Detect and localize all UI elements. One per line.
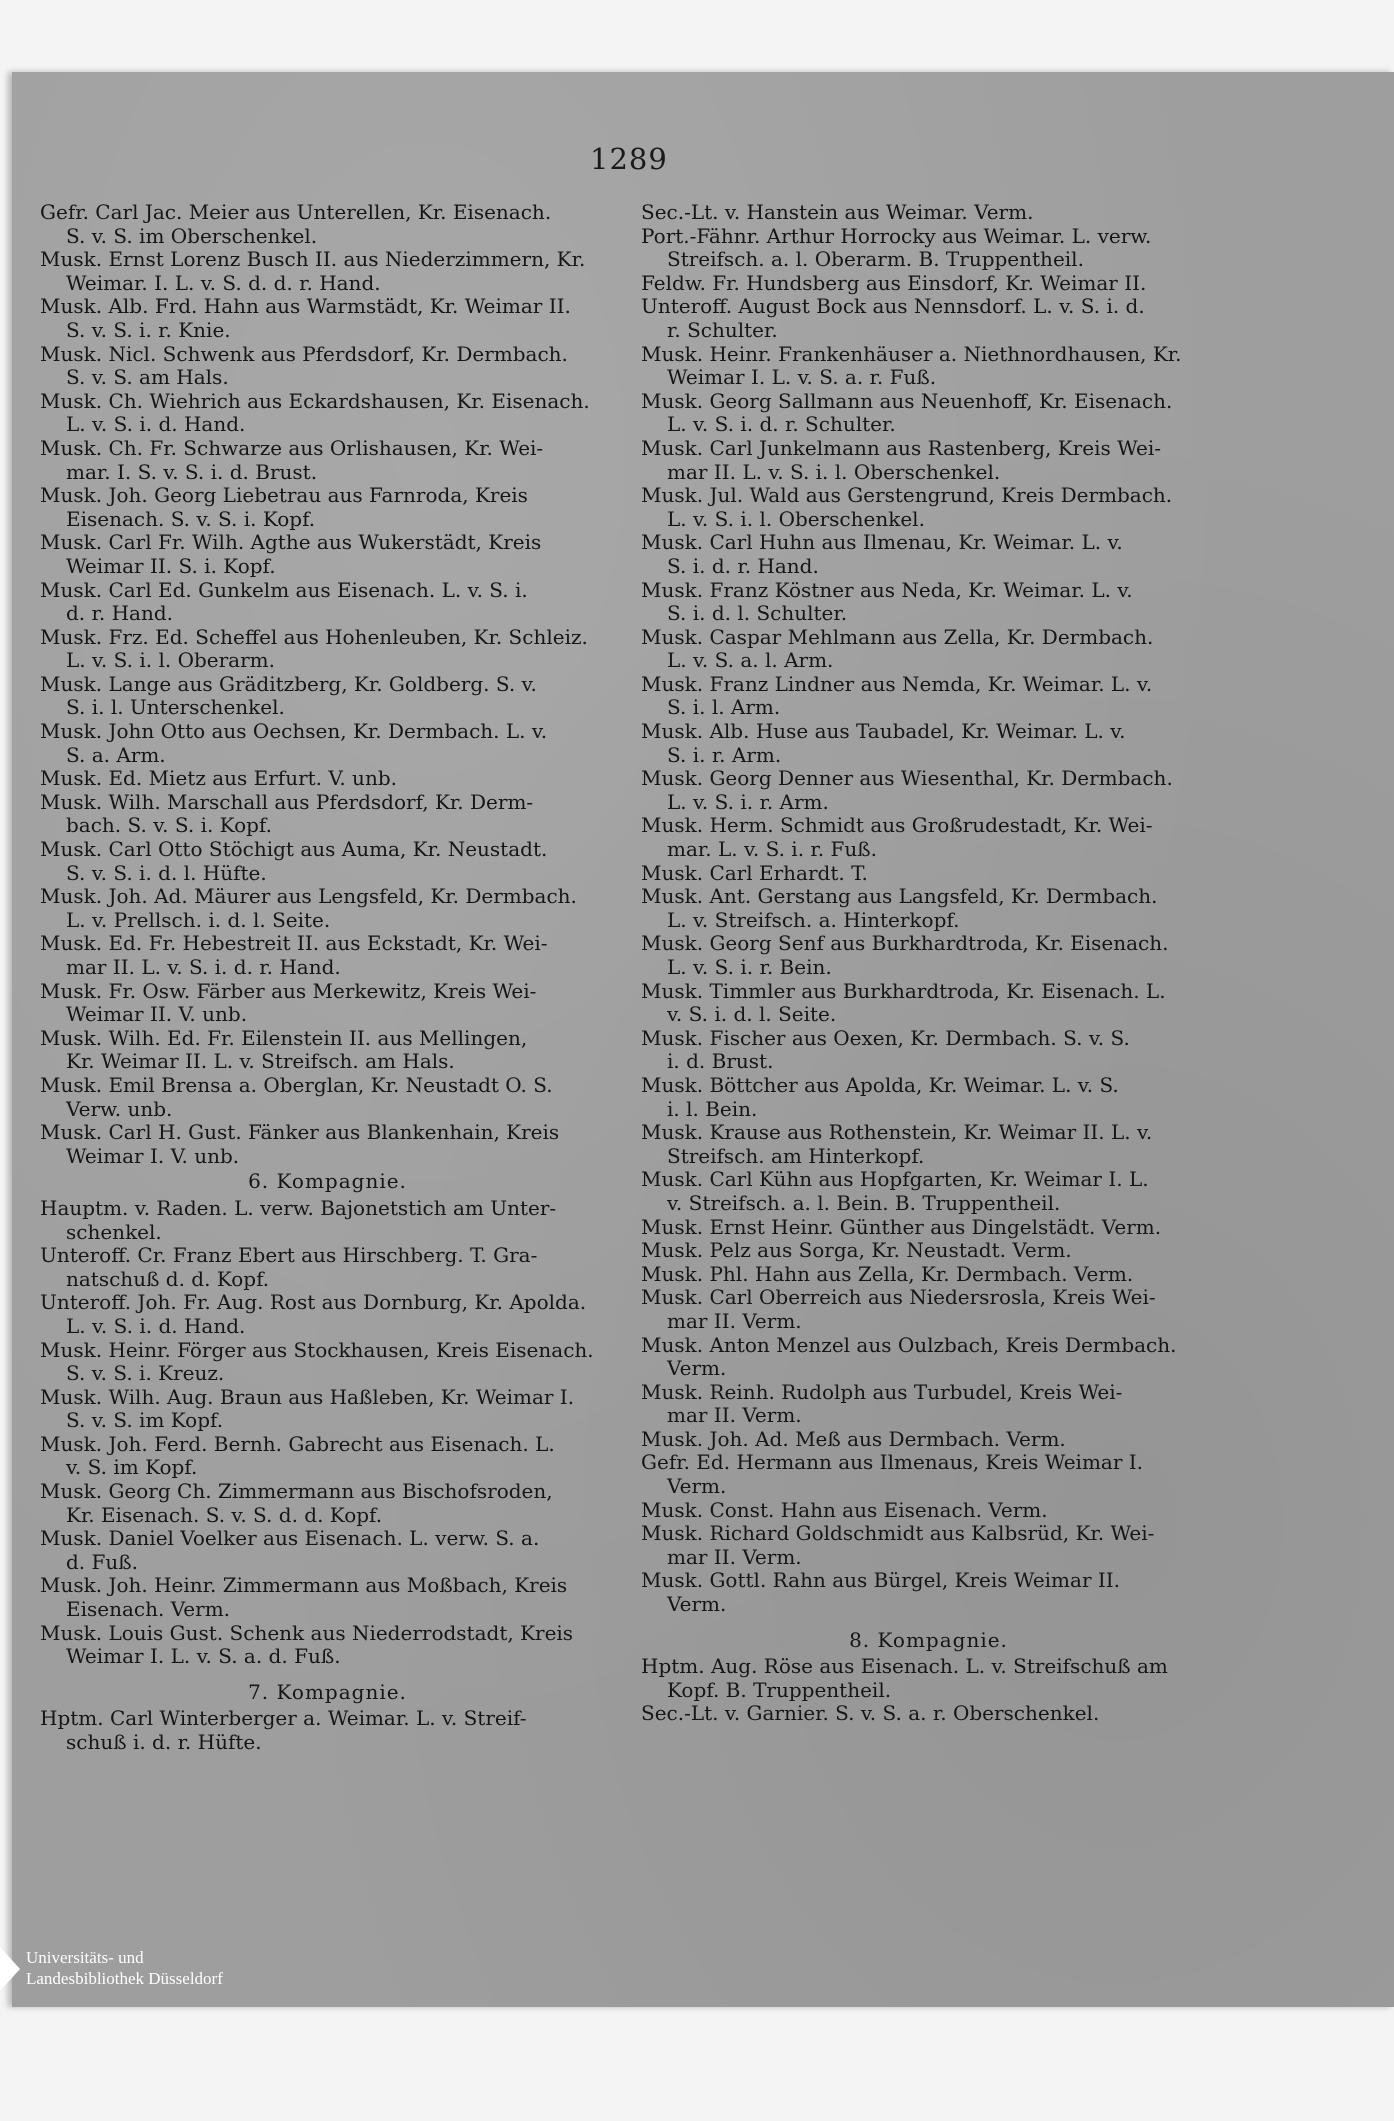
library-logo bbox=[0, 1945, 320, 1995]
entry-line: Musk. Richard Goldschmidt aus Kalbsrüd, Kr. Wei- bbox=[641, 1522, 1155, 1546]
entry-continuation-line: bach. S. v. S. i. Kopf. bbox=[66, 814, 272, 838]
entry-continuation-line: Streifsch. am Hinterkopf. bbox=[667, 1144, 925, 1168]
entry-continuation-line: L. v. S. i. d. Hand. bbox=[66, 413, 246, 437]
entry-line: Musk. Const. Hahn aus Eisenach. Verm. bbox=[641, 1498, 1048, 1522]
entry-line: Musk. Caspar Mehlmann aus Zella, Kr. Dermbach. bbox=[641, 625, 1154, 649]
entry-line: Musk. Wilh. Aug. Braun aus Haßleben, Kr. Weimar I. bbox=[40, 1385, 575, 1409]
entry-line: Hptm. Aug. Röse aus Eisenach. L. v. Streifschuß am bbox=[641, 1655, 1168, 1679]
section-gap bbox=[641, 1617, 1216, 1627]
entry-continuation-line: schuß i. d. r. Hüfte. bbox=[66, 1731, 262, 1754]
entry-line: Musk. Ernst Heinr. Günther aus Dingelstädt. Verm. bbox=[641, 1215, 1162, 1239]
entry-line: Musk. Carl Erhardt. T. bbox=[641, 861, 868, 885]
entry-continuation-line: Eisenach. Verm. bbox=[66, 1598, 231, 1622]
entry-line: Musk. John Otto aus Oechsen, Kr. Dermbach. L. v. bbox=[40, 720, 548, 744]
entry-line: Musk. Alb. Frd. Hahn aus Warmstädt, Kr. Weimar II. bbox=[40, 295, 571, 319]
entry-line: Musk. Ed. Mietz aus Erfurt. V. unb. bbox=[40, 767, 397, 791]
entry-continuation-line: S. i. l. Arm. bbox=[667, 696, 781, 720]
entry-continuation-line: S. v. S. im Kopf. bbox=[66, 1409, 224, 1433]
entry-line: Musk. Carl H. Gust. Fänker aus Blankenhain, Kreis bbox=[40, 1121, 560, 1145]
entry-continuation-line: L. v. S. i. r. Bein. bbox=[667, 956, 832, 979]
entry-continuation-line: schenkel. bbox=[66, 1220, 162, 1244]
entry-continuation-line: L. v. Prellsch. i. d. l. Seite. bbox=[66, 908, 331, 932]
entry-line: Musk. Georg Denner aus Wiesenthal, Kr. Dermbach. bbox=[641, 767, 1173, 791]
entry-line: Musk. Carl Kühn aus Hopfgarten, Kr. Weimar I. L. bbox=[641, 1168, 1149, 1192]
entry-line: Unteroff. Joh. Fr. Aug. Rost aus Dornburg, Kr. Apolda. bbox=[40, 1291, 587, 1315]
entry-line: Musk. Georg Sallmann aus Neuenhoff, Kr. Eisenach. bbox=[641, 389, 1173, 413]
entry-line: Musk. Joh. Ad. Meß aus Dermbach. Verm. bbox=[641, 1427, 1066, 1451]
entry-continuation-line: L. v. S. a. l. Arm. bbox=[667, 649, 834, 673]
entry-line: Musk. Wilh. Ed. Fr. Eilenstein II. aus Mellingen, bbox=[40, 1026, 528, 1050]
entry-continuation-line: Streifsch. a. l. Oberarm. B. Truppentheil. bbox=[667, 248, 1084, 272]
entry-line: Musk. Frz. Ed. Scheffel aus Hohenleuben, Kr. Schleiz. bbox=[40, 625, 588, 649]
company-heading: 8. Kompagnie. bbox=[849, 1627, 1008, 1652]
entry-continuation-line: S. i. d. l. Schulter. bbox=[667, 602, 848, 626]
entry-line: Musk. Georg Ch. Zimmermann aus Bischofsroden, bbox=[40, 1480, 553, 1504]
entry-continuation-line: L. v. S. i. d. Hand. bbox=[66, 1314, 246, 1338]
entry-continuation-line: L. v. S. i. l. Oberarm. bbox=[66, 649, 275, 673]
entry-line: Musk. Carl Huhn aus Ilmenau, Kr. Weimar. L. v. bbox=[641, 531, 1123, 555]
entry-continuation-line: Verw. unb. bbox=[66, 1097, 173, 1121]
entry-line: Musk. Ch. Wiehrich aus Eckardshausen, Kr. Eisenach. bbox=[40, 389, 590, 413]
company-heading: 7. Kompagnie. bbox=[248, 1679, 407, 1704]
library-logo-text bbox=[26, 1947, 223, 1989]
entry-continuation-line: S. v. S. i. r. Knie. bbox=[66, 318, 231, 342]
entry-continuation-line: natschuß d. d. Kopf. bbox=[66, 1267, 270, 1291]
entry-line: Musk. Carl Fr. Wilh. Agthe aus Wukerstädt, Kreis bbox=[40, 531, 542, 555]
entry-continuation-line: mar II. Verm. bbox=[667, 1404, 802, 1428]
entry-continuation-line: S. v. S. im Oberschenkel. bbox=[66, 224, 318, 248]
entry-line: Musk. Böttcher aus Apolda, Kr. Weimar. L. v. S. bbox=[641, 1073, 1119, 1097]
entry-continuation-line: Weimar II. V. unb. bbox=[66, 1003, 248, 1027]
page-number: 1289 bbox=[590, 142, 668, 176]
entry-line: Musk. Carl Oberreich aus Niedersrosla, Kreis Wei- bbox=[641, 1286, 1156, 1310]
entry-continuation-line: Kopf. B. Truppentheil. bbox=[667, 1678, 892, 1702]
entry-line: Hauptm. v. Raden. L. verw. Bajonetstich am Unter- bbox=[40, 1196, 557, 1220]
entry-line: Musk. Reinh. Rudolph aus Turbudel, Kreis Wei- bbox=[641, 1380, 1123, 1404]
entry-continuation-line: d. Fuß. bbox=[66, 1550, 138, 1574]
entry-continuation-line: v. S. im Kopf. bbox=[66, 1456, 198, 1480]
entry-continuation-line: Verm. bbox=[667, 1357, 727, 1381]
entry-line: Musk. Wilh. Marschall aus Pferdsdorf, Kr. Derm- bbox=[40, 790, 534, 814]
entry-line: Musk. Ant. Gerstang aus Langsfeld, Kr. Dermbach. bbox=[641, 885, 1158, 909]
entry-continuation-line: Weimar II. S. i. Kopf. bbox=[66, 554, 276, 578]
entry-line: Gefr. Carl Jac. Meier aus Unterellen, Kr. Eisenach. bbox=[40, 201, 552, 224]
entry-line: Musk. Nicl. Schwenk aus Pferdsdorf, Kr. Dermbach. bbox=[40, 342, 568, 366]
entry-line: Musk. Ch. Fr. Schwarze aus Orlishausen, Kr. Wei- bbox=[40, 436, 544, 460]
entry-line: Musk. Ernst Lorenz Busch II. aus Niederzimmern, Kr. bbox=[40, 248, 586, 272]
entry-line: Sec.-Lt. v. Garnier. S. v. S. a. r. Oberschenkel. bbox=[641, 1702, 1100, 1726]
entry-continuation-line: Eisenach. S. v. S. i. Kopf. bbox=[66, 507, 316, 531]
entry-line: Musk. Phl. Hahn aus Zella, Kr. Dermbach. Verm. bbox=[641, 1262, 1134, 1286]
entry-continuation-line: Verm. bbox=[667, 1475, 727, 1499]
entry-line: Musk. Heinr. Frankenhäuser a. Niethnordhausen, Kr. bbox=[641, 342, 1182, 366]
entry-continuation-line: mar II. Verm. bbox=[667, 1545, 802, 1569]
entry-continuation-line: Weimar I. L. v. S. a. d. Fuß. bbox=[66, 1645, 341, 1669]
entry-continuation-line: mar. I. S. v. S. i. d. Brust. bbox=[66, 460, 318, 484]
entry-continuation-line: Kr. Weimar II. L. v. Streifsch. am Hals. bbox=[66, 1050, 455, 1074]
entry-line: Musk. Carl Ed. Gunkelm aus Eisenach. L. v. S. i. bbox=[40, 578, 528, 602]
entry-continuation-line: mar II. L. v. S. i. d. r. Hand. bbox=[66, 956, 341, 979]
entry-line: Musk. Anton Menzel aus Oulzbach, Kreis Dermbach. bbox=[641, 1333, 1177, 1357]
entry-continuation-line: v. Streifsch. a. l. Bein. B. Truppentheil. bbox=[667, 1191, 1061, 1215]
entry-line: Musk. Fr. Osw. Färber aus Merkewitz, Kreis Wei- bbox=[40, 979, 537, 1003]
entry-continuation-line: S. i. r. Arm. bbox=[667, 743, 782, 767]
entry-continuation-line: mar II. L. v. S. i. l. Oberschenkel. bbox=[667, 460, 1001, 484]
entry-continuation-line: Weimar. I. L. v. S. d. d. r. Hand. bbox=[66, 271, 381, 295]
entry-continuation-line: L. v. S. i. r. Arm. bbox=[667, 790, 829, 814]
section-gap bbox=[40, 1669, 615, 1679]
library-logo-line-1: Universitäts- und bbox=[26, 1948, 144, 1967]
entry-line: Musk. Joh. Ferd. Bernh. Gabrecht aus Eisenach. L. bbox=[40, 1432, 555, 1456]
entry-line: Musk. Carl Otto Stöchigt aus Aumа, Kr. Neustadt. bbox=[40, 838, 548, 862]
entry-line: Musk. Heinr. Förger aus Stockhausen, Kreis Eisenach. bbox=[40, 1338, 594, 1362]
entry-continuation-line: S. v. S. i. d. l. Hüfte. bbox=[66, 861, 267, 885]
entry-continuation-line: mar. L. v. S. i. r. Fuß. bbox=[667, 838, 877, 862]
entry-line: Musk. Louis Gust. Schenk aus Niederrodstadt, Kreis bbox=[40, 1621, 574, 1645]
entry-line: Musk. Franz Lindner aus Nemda, Kr. Weimar. L. v. bbox=[641, 672, 1153, 696]
entry-continuation-line: v. S. i. d. l. Seite. bbox=[667, 1003, 837, 1027]
entry-line: Musk. Joh. Georg Liebetrau aus Farnroda, Kreis bbox=[40, 484, 528, 508]
entry-continuation-line: S. a. Arm. bbox=[66, 743, 166, 767]
entry-line: Musk. Daniel Voelker aus Eisenach. L. verw. S. a. bbox=[40, 1527, 540, 1551]
entry-continuation-line: i. l. Bein. bbox=[667, 1097, 758, 1121]
entry-line: Hptm. Carl Winterberger a. Weimar. L. v. Streif- bbox=[40, 1707, 527, 1731]
entry-line: Gefr. Ed. Hermann aus Ilmenaus, Kreis Weimar I. bbox=[641, 1451, 1144, 1475]
entry-continuation-line: S. i. l. Unterschenkel. bbox=[66, 696, 285, 720]
entry-line: Sec.-Lt. v. Hanstein aus Weimar. Verm. bbox=[641, 201, 1034, 224]
entry-continuation-line: L. v. Streifsch. a. Hinterkopf. bbox=[667, 908, 960, 932]
entry-line: Musk. Joh. Ad. Mäurer aus Lengsfeld, Kr. Dermbach. bbox=[40, 885, 577, 909]
entry-line: Feldw. Fr. Hundsberg aus Einsdorf, Kr. Weimar II. bbox=[641, 271, 1147, 295]
entry-continuation-line: S. v. S. am Hals. bbox=[66, 366, 229, 390]
entry-line: Musk. Emil Brensa a. Oberglan, Kr. Neustadt O. S. bbox=[40, 1073, 553, 1097]
entry-continuation-line: i. d. Brust. bbox=[667, 1050, 774, 1074]
entry-line: Unteroff. August Bock aus Nennsdorf. L. v. S. i. d. bbox=[641, 295, 1145, 319]
entry-continuation-line: Kr. Eisenach. S. v. S. d. d. Kopf. bbox=[66, 1503, 383, 1527]
entry-continuation-line: S. v. S. i. Kreuz. bbox=[66, 1362, 225, 1386]
entry-continuation-line: L. v. S. i. l. Oberschenkel. bbox=[667, 507, 925, 531]
entry-line: Musk. Lange aus Gräditzberg, Kr. Goldberg. S. v. bbox=[40, 672, 537, 696]
entry-continuation-line: Verm. bbox=[667, 1593, 727, 1617]
entry-continuation-line: Weimar I. L. v. S. a. r. Fuß. bbox=[667, 366, 937, 390]
company-heading: 6. Kompagnie. bbox=[248, 1169, 407, 1194]
entry-line: Musk. Jul. Wald aus Gerstengrund, Kreis Dermbach. bbox=[641, 484, 1173, 508]
entry-line: Port.-Fähnr. Arthur Horrocky aus Weimar. L. verw. bbox=[641, 224, 1152, 248]
entry-continuation-line: S. i. d. r. Hand. bbox=[667, 554, 819, 578]
entry-line: Musk. Franz Köstner aus Neda, Kr. Weimar. L. v. bbox=[641, 578, 1133, 602]
entry-continuation-line: d. r. Hand. bbox=[66, 602, 174, 626]
entry-continuation-line: r. Schulter. bbox=[667, 318, 778, 342]
entry-continuation-line: mar II. Verm. bbox=[667, 1309, 802, 1333]
entry-line: Musk. Joh. Heinr. Zimmermann aus Moßbach, Kreis bbox=[40, 1574, 568, 1598]
entry-line: Musk. Carl Junkelmann aus Rastenberg, Kreis Wei- bbox=[641, 436, 1162, 460]
library-logo-icon bbox=[0, 1947, 20, 1991]
entry-line: Musk. Herm. Schmidt aus Großrudestadt, Kr. Wei- bbox=[641, 814, 1153, 838]
entry-line: Musk. Ed. Fr. Hebestreit II. aus Eckstadt, Kr. Wei- bbox=[40, 932, 548, 956]
entry-continuation-line: L. v. S. i. d. r. Schulter. bbox=[667, 413, 896, 437]
library-logo-line-2: Landesbibliothek Düsseldorf bbox=[26, 1969, 223, 1988]
entry-line: Musk. Alb. Huse aus Taubadel, Kr. Weimar. L. v. bbox=[641, 720, 1126, 744]
entry-line: Unteroff. Cr. Franz Ebert aus Hirschberg. T. Gra- bbox=[40, 1244, 538, 1268]
entry-line: Musk. Fischer aus Oexen, Kr. Dermbach. S. v. S. bbox=[641, 1026, 1130, 1050]
entry-line: Musk. Gottl. Rahn aus Bürgel, Kreis Weimar II. bbox=[641, 1569, 1121, 1593]
right-column bbox=[641, 201, 1216, 1726]
entry-continuation-line: Weimar I. V. unb. bbox=[66, 1144, 240, 1168]
entry-line: Musk. Timmler aus Burkhardtroda, Kr. Eisenach. L. bbox=[641, 979, 1166, 1003]
left-column bbox=[40, 201, 615, 1755]
entry-line: Musk. Pelz aus Sorga, Kr. Neustadt. Verm. bbox=[641, 1239, 1072, 1263]
entry-line: Musk. Georg Senf aus Burkhardtroda, Kr. Eisenach. bbox=[641, 932, 1169, 956]
entry-line: Musk. Krause aus Rothenstein, Kr. Weimar II. L. v. bbox=[641, 1121, 1153, 1145]
